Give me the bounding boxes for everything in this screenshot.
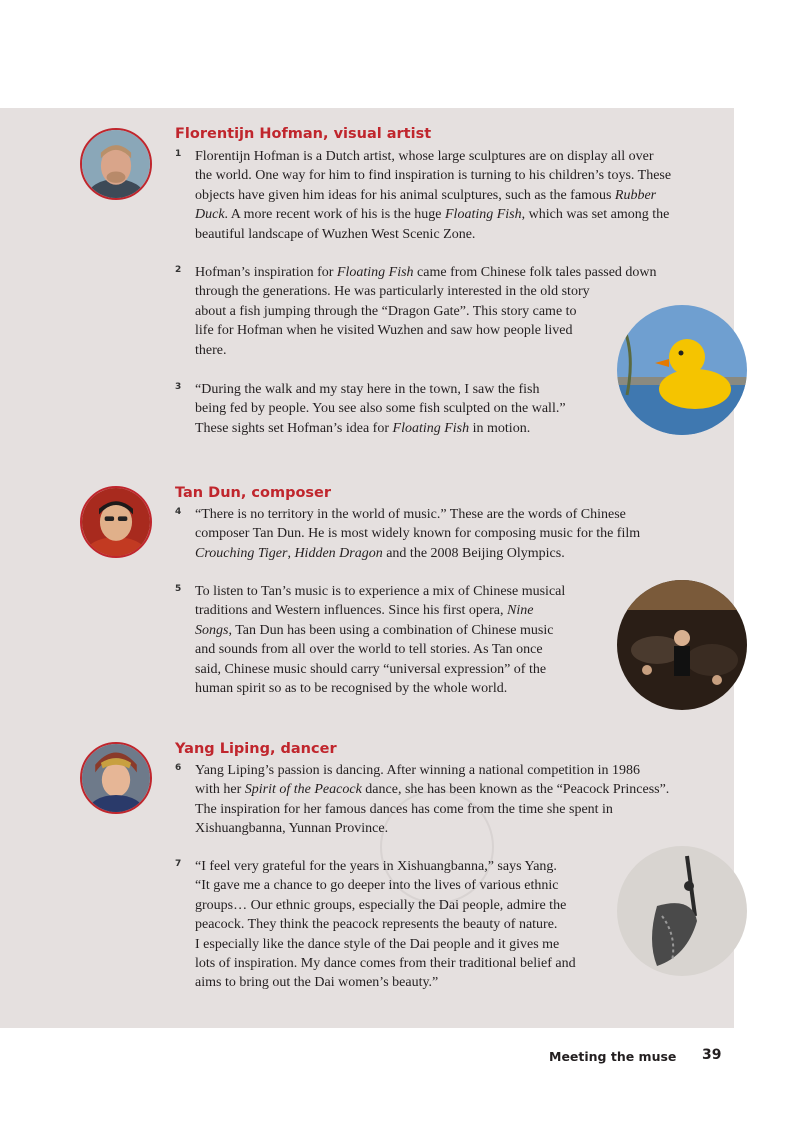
tan-dun-portrait <box>80 486 152 558</box>
paragraph-1: 1 Florentijn Hofman is a Dutch artist, whose large sculptures are on display all over the world. One way for him to find inspiration is turning to his children’s toys. These objects have given him ideas for his animal sculptures, such as the famous Rubber Duck. A more recent work of his is the huge Floating Fish, which was set among the beautiful landscape of Wuzhen West Scenic Zone. <box>175 149 672 242</box>
paragraph-6: 6 Yang Liping’s passion is dancing. After winning a national competition in 1986 with her Spirit of the Peacock dance, she has been known as the “Peacock Princess”. The inspiration for her famous dances has come from the time she spent in Xishuangbanna, Yunnan Province. <box>175 763 670 837</box>
paragraph-7: 7 “I feel very grateful for the years in Xishuangbanna,” says Yang. “It gave me a chance to go deeper into the lives of various ethnic groups… Our ethnic groups, especially the Dai people, admire the peacock. They think the peacock represents the beauty of nature. I especially like the dance style of the Dai people and it gives me lots of inspiration. My dance comes from their traditional belief and aims to bring out the Dai women’s beauty.” <box>175 859 576 991</box>
paragraph-5: 5 To listen to Tan’s music is to experience a mix of Chinese musical traditions and Western influences. Since his first opera, Nine Songs, Tan Dun has been using a combination of Chinese music and sounds from all over the world to tell stories. As Tan once said, Chinese music should carry “universal expression” of the human spirit so as to be recognised by the whole world. <box>175 584 566 697</box>
heading-tan-dun: Tan Dun, composer <box>175 485 332 501</box>
heading-hofman: Florentijn Hofman, visual artist <box>175 126 432 142</box>
paragraph-4: 4 “There is no territory in the world of music.” These are the words of Chinese composer Tan Dun. He is most widely known for composing music for the film Crouching Tiger, Hidden Dragon and the 2008 Beijing Olympics. <box>175 507 641 561</box>
page-number: 39 <box>702 1047 722 1063</box>
dancer-photo <box>617 846 747 976</box>
footer-unit-title: Meeting the muse <box>549 1049 677 1064</box>
paragraph-3: 3 “During the walk and my stay here in the town, I saw the fish being fed by people. You see also some fish sculpted on the wall.” These sights set Hofman’s idea for Floating Fish in motion. <box>175 382 566 436</box>
orchestra-photo <box>617 580 747 710</box>
paragraph-2: 2 Hofman’s inspiration for Floating Fish came from Chinese folk tales passed down through the generations. He was particularly interested in the old story about a fish jumping through the “Dragon Gate”. This story came to life for Hofman when he visited Wuzhen and saw how people lived there. <box>175 265 657 358</box>
yang-liping-portrait <box>80 742 152 814</box>
heading-yang-liping: Yang Liping, dancer <box>175 741 337 757</box>
hofman-portrait <box>80 128 152 200</box>
